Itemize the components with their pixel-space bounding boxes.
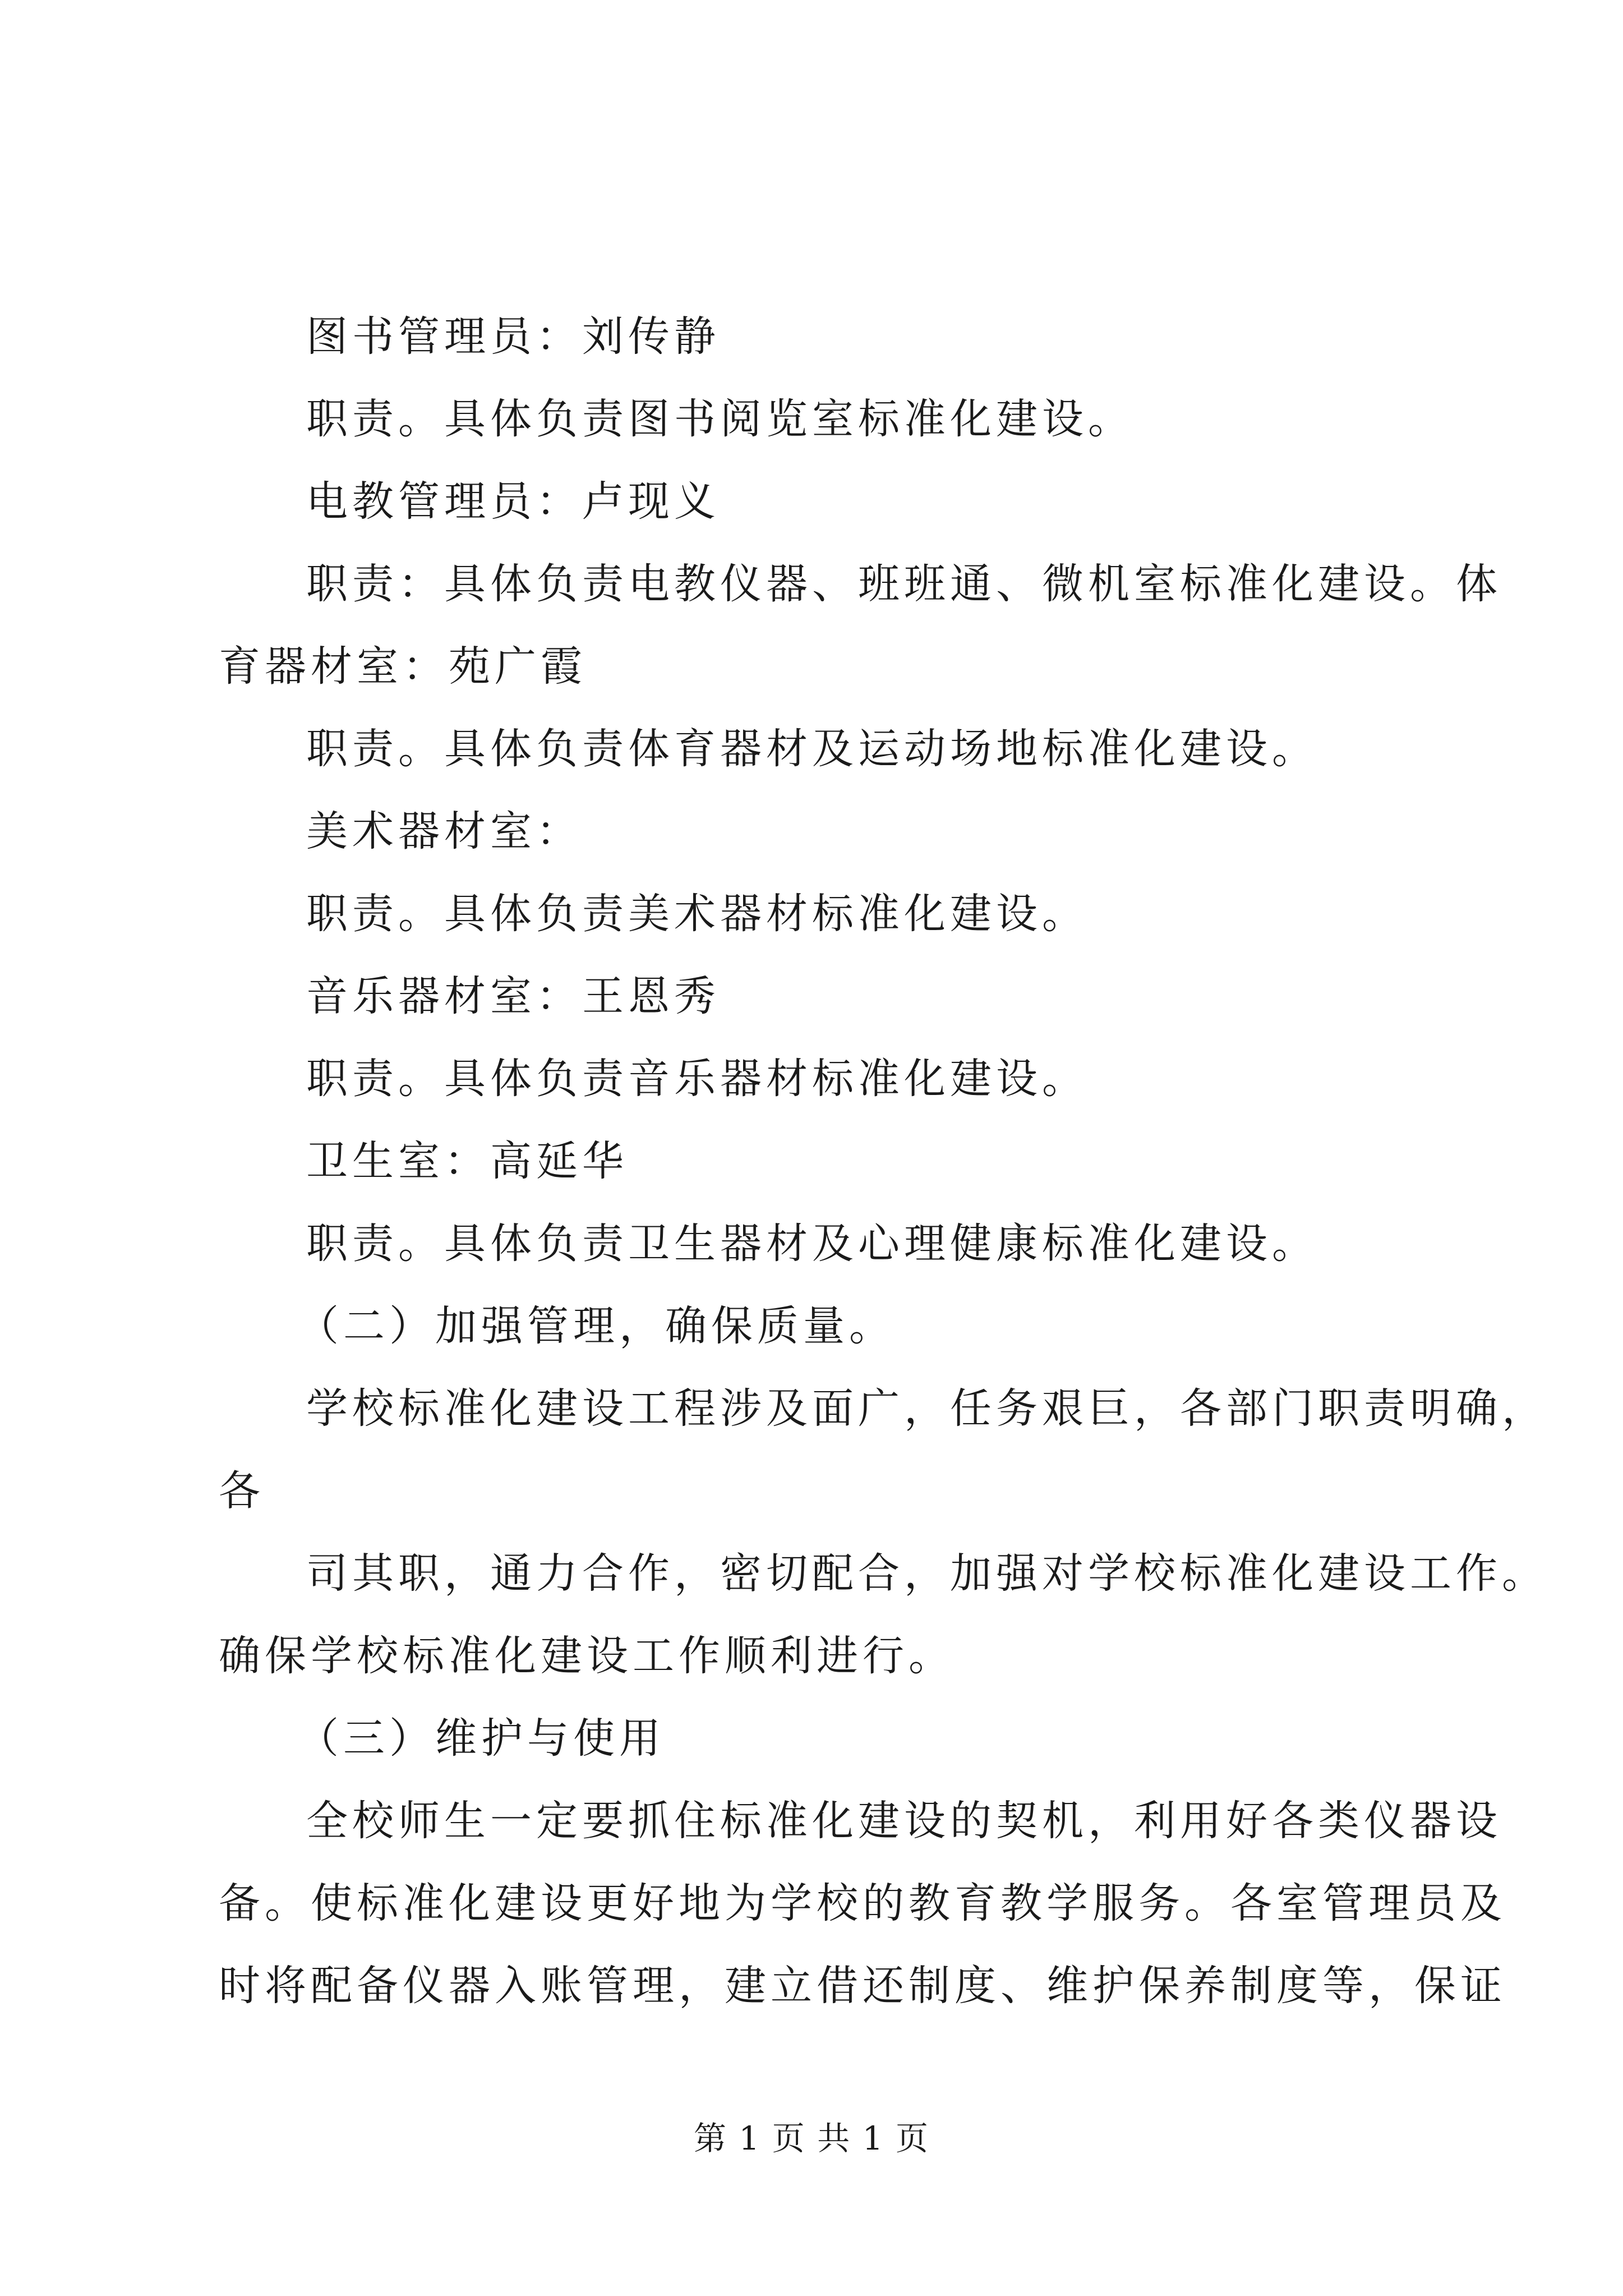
text-line: 全校师生一定要抓住标准化建设的契机，利用好各类仪器设 [306,1797,1502,1845]
text-line: 职责。具体负责卫生器材及心理健康标准化建设。 [306,1220,1318,1268]
text-line: 职责。具体负责音乐器材标准化建设。 [306,1055,1088,1103]
text-line: 职责。具体负责图书阅览室标准化建设。 [306,395,1134,443]
text-line: 职责。具体负责美术器材标准化建设。 [306,890,1088,938]
text-line: 育器材室：苑广霞 [219,642,587,691]
section-heading: （三）维护与使用 [297,1714,665,1763]
text-line: 电教管理员：卢现义 [306,477,720,526]
text-line: 时将配备仪器入账管理，建立借还制度、维护保养制度等，保证 [219,1962,1506,2010]
section-heading: （二）加强管理，确保质量。 [297,1302,895,1350]
text-line: 音乐器材室：王恩秀 [306,972,720,1020]
text-line: 司其职，通力合作，密切配合，加强对学校标准化建设工作。 [306,1549,1548,1598]
text-line: 图书管理员：刘传静 [306,312,720,361]
text-line: 职责。具体负责体育器材及运动场地标准化建设。 [306,725,1318,773]
text-line: 学校标准化建设工程涉及面广，任务艰巨，各部门职责明确， [306,1384,1548,1433]
text-line: 各 [219,1467,265,1515]
text-line: 确保学校标准化建设工作顺利进行。 [219,1632,955,1680]
text-line: 美术器材室： [306,807,582,855]
text-line: 职责：具体负责电教仪器、班班通、微机室标准化建设。体 [306,560,1502,608]
page-footer: 第 1 页 共 1 页 [694,2119,929,2157]
text-line: 卫生室：高延华 [306,1137,628,1185]
text-line: 备。使标准化建设更好地为学校的教育教学服务。各室管理员及 [219,1879,1506,1927]
